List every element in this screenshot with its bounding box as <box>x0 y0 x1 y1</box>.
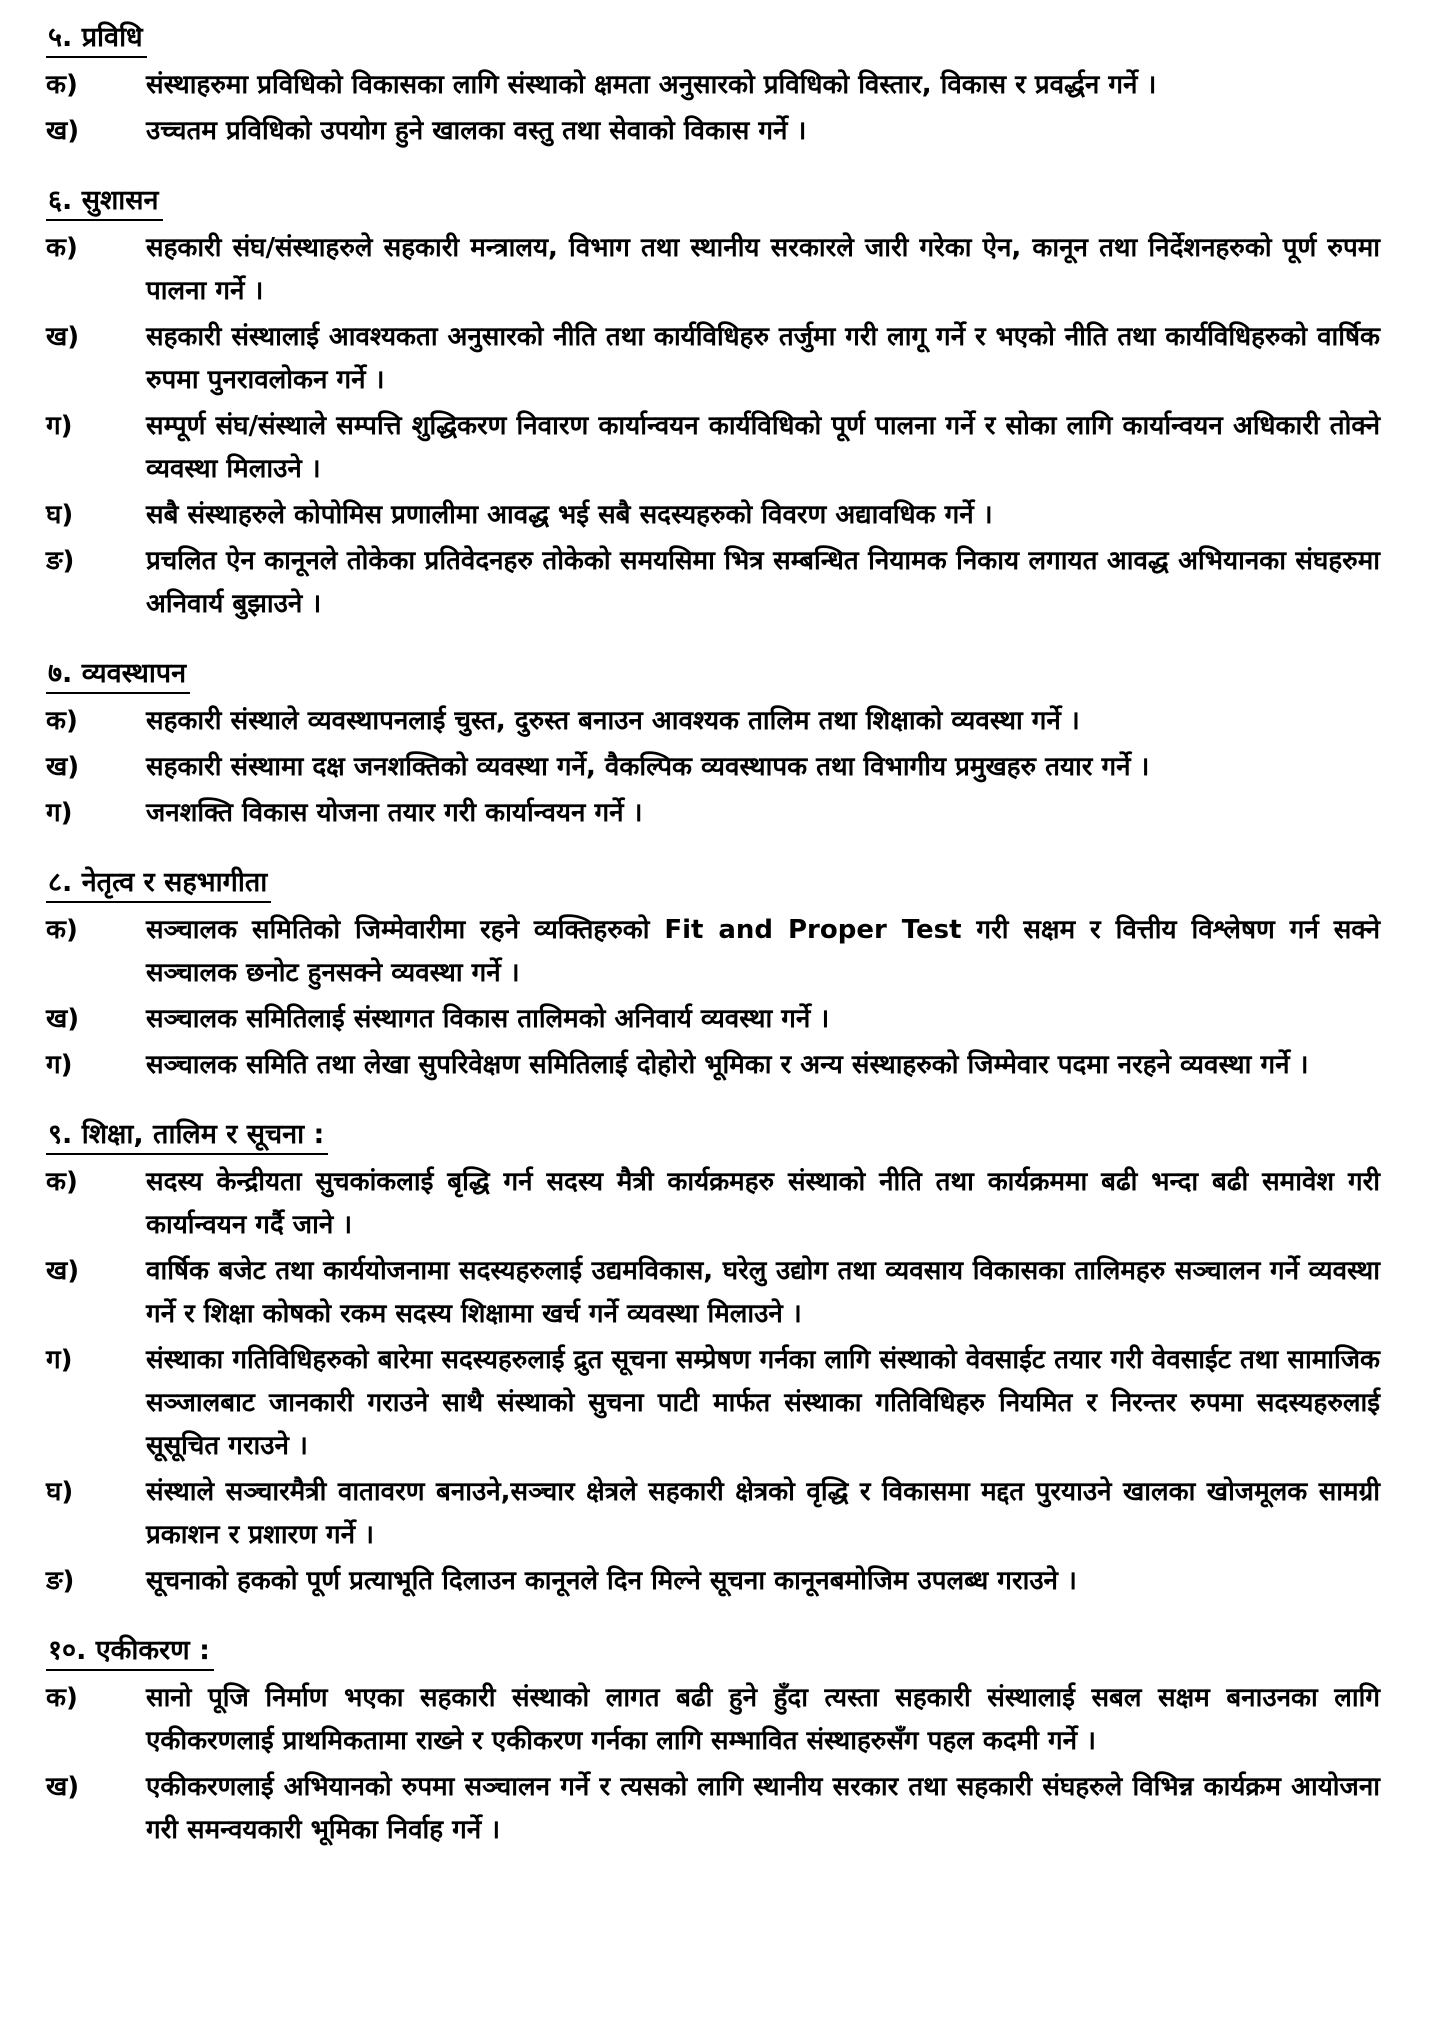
list-item <box>46 909 1380 995</box>
item-text: संस्थाले सञ्चारमैत्री वातावरण बनाउने,सञ्चार क्षेत्रले सहकारी क्षेत्रको वृद्धि र विकासमा मद्दत पुरयाउने खालका खोजमूलक सामग्री प्रकाशन र प्रशारण गर्ने । <box>146 1477 1380 1550</box>
section-management <box>46 656 1380 835</box>
list-item <box>46 700 1380 743</box>
item-text: संस्थाका गतिविधिहरुको बारेमा सदस्यहरुलाई द्रुत सूचना सम्प्रेषण गर्नका लागि संस्थाको वेवसाईट तयार गरी वेवसाईट तथा सामाजिक सञ्जालबाट जानकारी गराउने साथै संस्थाको सुचना पाटी मार्फत संस्थाका गतिविधिहरु नियमित र निरन्तर रुपमा सदस्यहरुलाई सूसूचित गराउने । <box>146 1345 1380 1461</box>
section-heading: ८. नेतृत्व र सहभागीता <box>46 865 271 903</box>
section-heading: ९. शिक्षा, तालिम र सूचना : <box>46 1117 328 1155</box>
list-item <box>46 1471 1380 1557</box>
item-marker: क) <box>46 70 78 100</box>
section-good-governance <box>46 183 1380 626</box>
item-text: सहकारी संस्थाले व्यवस्थापनलाई चुस्त, दुरुस्त बनाउन आवश्यक तालिम तथा शिक्षाको व्यवस्था गर्ने । <box>146 706 1080 736</box>
list-item <box>46 1161 1380 1247</box>
section-merger <box>46 1633 1380 1852</box>
section-education-training <box>46 1117 1380 1603</box>
section-heading: ६. सुशासन <box>46 183 163 221</box>
item-text: सानो पूजि निर्माण भएका सहकारी संस्थाको लागत बढी हुने हुँदा त्यस्ता सहकारी संस्थालाई सबल सक्षम बनाउनका लागि एकीकरणलाई प्राथमिकतामा राख्ने र एकीकरण गर्नका लागि सम्भावित संस्थाहरुसँग पहल कदमी गर्ने । <box>146 1683 1380 1756</box>
section-heading: १०. एकीकरण : <box>46 1633 214 1671</box>
list-item <box>46 405 1380 491</box>
list-item <box>46 1677 1380 1763</box>
list-item <box>46 540 1380 626</box>
section-heading: ७. व्यवस्थापन <box>46 656 190 694</box>
item-marker: क) <box>46 706 78 736</box>
item-marker: ङ) <box>46 1566 75 1596</box>
item-text: उच्चतम प्रविधिको उपयोग हुने खालका वस्तु तथा सेवाको विकास गर्ने । <box>146 116 807 146</box>
item-marker: ग) <box>46 1345 73 1375</box>
item-marker: ग) <box>46 411 73 441</box>
item-text: सञ्चालक समितिलाई संस्थागत विकास तालिमको अनिवार्य व्यवस्था गर्ने । <box>146 1004 830 1034</box>
item-marker: ङ) <box>46 546 75 576</box>
list-item <box>46 494 1380 537</box>
item-marker: क) <box>46 233 78 263</box>
item-text: जनशक्ति विकास योजना तयार गरी कार्यान्वयन गर्ने । <box>146 798 643 828</box>
item-text: सूचनाको हकको पूर्ण प्रत्याभूति दिलाउन कानूनले दिन मिल्ने सूचना कानूनबमोजिम उपलब्ध गराउने । <box>146 1566 1077 1596</box>
list-item <box>46 1339 1380 1468</box>
item-marker: क) <box>46 915 78 945</box>
item-marker: क) <box>46 1683 78 1713</box>
item-text: संस्थाहरुमा प्रविधिको विकासका लागि संस्थाको क्षमता अनुसारको प्रविधिको विस्तार, विकास र प्रवर्द्धन गर्ने । <box>146 70 1157 100</box>
item-text: सहकारी संघ/संस्थाहरुले सहकारी मन्त्रालय, विभाग तथा स्थानीय सरकारले जारी गरेका ऐन, कानून तथा निर्देशनहरुको पूर्ण रुपमा पालना गर्ने । <box>146 233 1380 306</box>
item-text: सहकारी संस्थामा दक्ष जनशक्तिको व्यवस्था गर्ने, वैकल्पिक व्यवस्थापक तथा विभागीय प्रमुखहरु तयार गर्ने । <box>146 752 1150 782</box>
item-marker: घ) <box>46 1477 74 1507</box>
list-item <box>46 227 1380 313</box>
item-marker: ख) <box>46 1256 80 1286</box>
item-marker: ख) <box>46 1772 80 1802</box>
item-text: वार्षिक बजेट तथा कार्ययोजनामा सदस्यहरुलाई उद्यमविकास, घरेलु उद्योग तथा व्यवसाय विकासका तालिमहरु सञ्चालन गर्ने व्यवस्था गर्ने र शिक्षा कोषको रकम सदस्य शिक्षामा खर्च गर्ने व्यवस्था मिलाउने । <box>146 1256 1380 1329</box>
list-item <box>46 998 1380 1041</box>
item-marker: ख) <box>46 752 80 782</box>
item-marker: ख) <box>46 322 80 352</box>
item-text: एकीकरणलाई अभियानको रुपमा सञ्चालन गर्ने र त्यसको लागि स्थानीय सरकार तथा सहकारी संघहरुले विभिन्न कार्यक्रम आयोजना गरी समन्वयकारी भूमिका निर्वाह गर्ने । <box>146 1772 1380 1845</box>
section-technology <box>46 20 1380 153</box>
list-item <box>46 1766 1380 1852</box>
item-marker: ग) <box>46 798 73 828</box>
item-marker: ख) <box>46 1004 80 1034</box>
list-item <box>46 316 1380 402</box>
list-item <box>46 1044 1380 1087</box>
item-marker: घ) <box>46 500 74 530</box>
section-heading: ५. प्रविधि <box>46 20 147 58</box>
item-text: सदस्य केन्द्रीयता सुचकांकलाई बृद्धि गर्न सदस्य मैत्री कार्यक्रमहरु संस्थाको नीति तथा कार्यक्रममा बढी भन्दा बढी समावेश गरी कार्यान्वयन गर्दै जाने । <box>146 1167 1380 1240</box>
list-item <box>46 64 1380 107</box>
list-item <box>46 1250 1380 1336</box>
item-text: सञ्चालक समितिको जिम्मेवारीमा रहने व्यक्तिहरुको Fit and Proper Test गरी सक्षम र वित्तीय विश्लेषण गर्न सक्ने सञ्चालक छनोट हुनसक्ने व्यवस्था गर्ने । <box>146 915 1380 988</box>
list-item <box>46 746 1380 789</box>
list-item <box>46 1560 1380 1603</box>
item-marker: ग) <box>46 1050 73 1080</box>
item-text: सञ्चालक समिति तथा लेखा सुपरिवेक्षण समितिलाई दोहोरो भूमिका र अन्य संस्थाहरुको जिम्मेवार पदमा नरहने व्यवस्था गर्ने । <box>146 1050 1309 1080</box>
item-text: सहकारी संस्थालाई आवश्यकता अनुसारको नीति तथा कार्यविधिहरु तर्जुमा गरी लागू गर्ने र भएको नीति तथा कार्यविधिहरुको वार्षिक रुपमा पुनरावलोकन गर्ने । <box>146 322 1380 395</box>
item-marker: ख) <box>46 116 80 146</box>
item-text: सबै संस्थाहरुले कोपोमिस प्रणालीमा आवद्ध भई सबै सदस्यहरुको विवरण अद्यावधिक गर्ने । <box>146 500 993 530</box>
item-marker: क) <box>46 1167 78 1197</box>
section-leadership <box>46 865 1380 1087</box>
list-item <box>46 792 1380 835</box>
item-text: प्रचलित ऐन कानूनले तोकेका प्रतिवेदनहरु तोकेको समयसिमा भित्र सम्बन्धित नियामक निकाय लगायत आवद्ध अभियानका संघहरुमा अनिवार्य बुझाउने । <box>146 546 1380 619</box>
item-text: सम्पूर्ण संघ/संस्थाले सम्पत्ति शुद्धिकरण निवारण कार्यान्वयन कार्यविधिको पूर्ण पालना गर्ने र सोका लागि कार्यान्वयन अधिकारी तोक्ने व्यवस्था मिलाउने । <box>146 411 1380 484</box>
list-item <box>46 110 1380 153</box>
